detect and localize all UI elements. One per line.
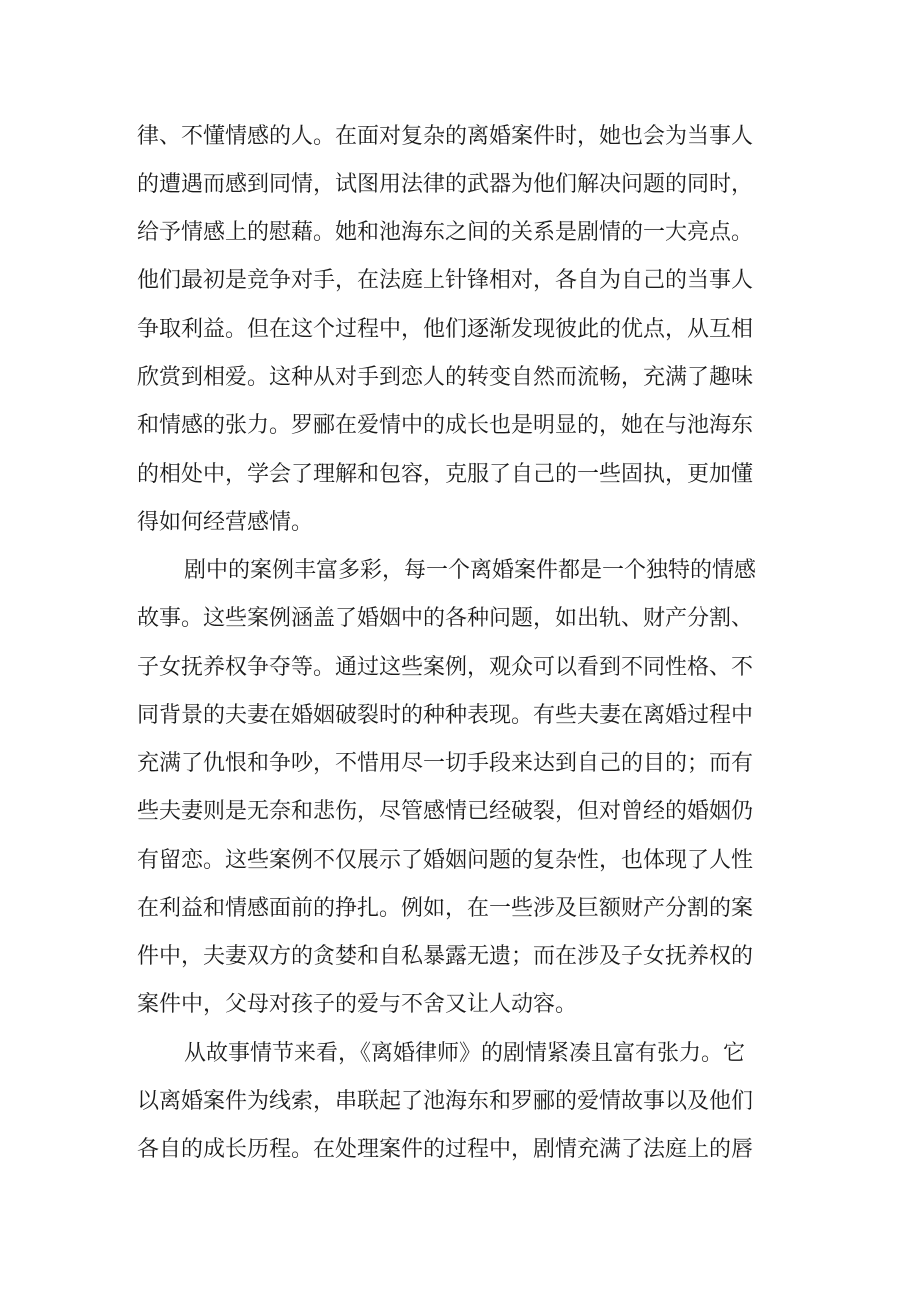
text-line: 给予情感上的慰藉。她和池海东之间的关系是剧情的一大亮点。: [137, 220, 754, 245]
text-line: 的相处中，学会了理解和包容，克服了自己的一些固执，更加懂: [137, 462, 754, 487]
text-line: 的遭遇而感到同情，试图用法律的武器为他们解决问题的同时，: [137, 172, 754, 197]
text-line: 以离婚案件为线索，串联起了池海东和罗郦的爱情故事以及他们: [137, 1089, 754, 1114]
text-line: 他们最初是竞争对手，在法庭上针锋相对，各自为自己的当事人: [137, 268, 754, 293]
text-line: 充满了仇恨和争吵，不惜用尽一切手段来达到自己的目的；而有: [137, 751, 754, 776]
text-line: 各自的成长历程。在处理案件的过程中，剧情充满了法庭上的唇: [137, 1137, 754, 1162]
text-line: 剧中的案例丰富多彩，每一个离婚案件都是一个独特的情感: [184, 558, 757, 583]
text-line: 有留恋。这些案例不仅展示了婚姻问题的复杂性，也体现了人性: [137, 848, 754, 873]
text-line: 子女抚养权争夺等。通过这些案例，观众可以看到不同性格、不: [137, 655, 754, 680]
text-line: 律、不懂情感的人。在面对复杂的离婚案件时，她也会为当事人: [137, 124, 754, 149]
text-line: 欣赏到相爱。这种从对手到恋人的转变自然而流畅，充满了趣味: [137, 365, 754, 390]
text-line: 同背景的夫妻在婚姻破裂时的种种表现。有些夫妻在离婚过程中: [137, 703, 754, 728]
text-line: 些夫妻则是无奈和悲伤，尽管感情已经破裂，但对曾经的婚姻仍: [137, 799, 754, 824]
text-line: 故事。这些案例涵盖了婚姻中的各种问题，如出轨、财产分割、: [137, 606, 754, 631]
text-line: 争取利益。但在这个过程中，他们逐渐发现彼此的优点，从互相: [137, 317, 754, 342]
text-line: 件中，夫妻双方的贪婪和自私暴露无遗；而在涉及子女抚养权的: [137, 944, 754, 969]
text-line: 在利益和情感面前的挣扎。例如，在一些涉及巨额财产分割的案: [137, 896, 754, 921]
text-line: 得如何经营感情。: [137, 510, 314, 535]
text-line: 从故事情节来看，《离婚律师》的剧情紧凑且富有张力。它: [184, 1041, 746, 1066]
text-line: 案件中，父母对孩子的爱与不舍又让人动容。: [137, 992, 578, 1017]
text-line: 和情感的张力。罗郦在爱情中的成长也是明显的，她在与池海东: [137, 413, 754, 438]
